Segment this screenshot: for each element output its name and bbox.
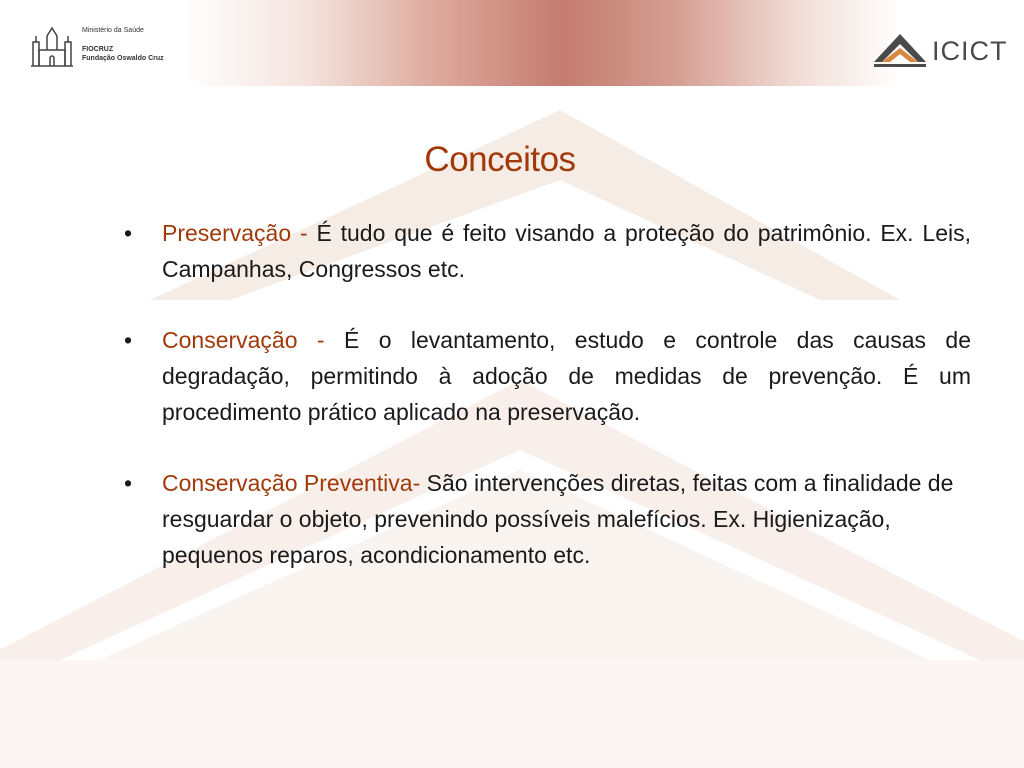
term-separator: - [412,470,427,496]
icict-name-text: ICICT [932,36,1008,66]
term-label: Conservação [162,327,298,353]
bullet-list [118,215,971,608]
fiocruz-logo [30,22,210,70]
fiocruz-castle-icon [30,22,74,68]
bullet-marker: • [124,470,133,496]
bullet-item-conservacao [118,322,971,430]
bullet-text: É o levantamento, estudo e controle das causas de degradação, permitindo à adoção de medidas de prevenção. É um procedimento prático aplicado na preservação. [162,327,971,425]
slide-title: Conceitos [424,140,576,179]
fiocruz-name-text: FIOCRUZ [82,46,114,53]
bullet-item-preservacao [118,215,971,287]
fiocruz-full-name-text: Fundação Oswaldo Cruz [82,55,164,62]
icict-logo [872,28,1008,72]
term-label: Conservação Preventiva [162,470,413,496]
icict-roof-icon [872,28,928,70]
term-separator: - [291,220,317,246]
bullet-marker: • [124,220,133,246]
bullet-marker: • [124,327,133,353]
bullet-text: São intervenções diretas, feitas com a finalidade de resguardar o objeto, prevenindo possíveis malefícios. Ex. Higienização, pequenos reparos, acondicionamento etc. [162,470,954,568]
term-label: Preservação [162,220,292,246]
bullet-text: É tudo que é feito visando a proteção do patrimônio. Ex. Leis, Campanhas, Congressos etc. [162,220,971,282]
term-separator: - [297,327,344,353]
bullet-item-conservacao-preventiva [118,465,971,573]
fiocruz-ministry-text: Ministério da Saúde [82,27,144,34]
